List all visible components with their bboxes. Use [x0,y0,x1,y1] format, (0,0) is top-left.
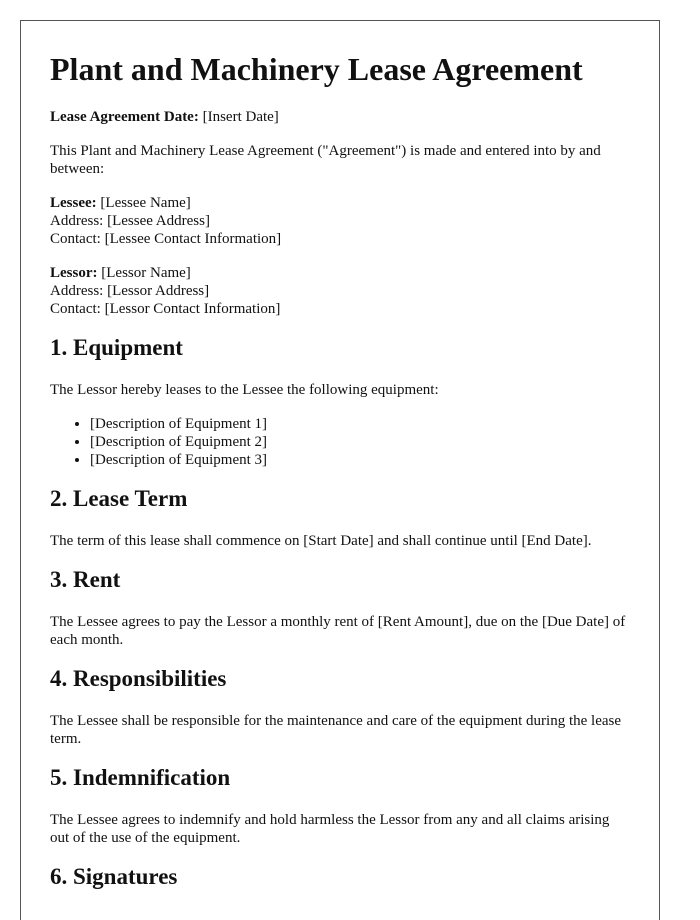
document-page [20,20,660,920]
responsibilities-text: The Lessee shall be responsible for the maintenance and care of the equipment during the lease term. [50,713,622,747]
lessee-name-line [50,194,630,212]
lessor-name: [Lessor Name] [97,265,191,281]
lessee-label: Lessee: [50,195,97,211]
list-item: • [Description of Equipment 1] [90,415,630,433]
document-title: Plant and Machinery Lease Agreement [50,51,583,87]
lessor-name-line [50,264,630,282]
rent-text: The Lessee agrees to pay the Lessor a monthly rent of [Rent Amount], due on the [Due Date] of each month. [50,614,626,648]
lease-term-text: The term of this lease shall commence on [Start Date] and shall continue until [End Date]. [50,533,592,549]
section-heading-rent: 3. Rent [50,567,121,592]
lessee-contact: Contact: [Lessee Contact Information] [50,231,282,247]
lessor-address: Address: [Lessor Address] [50,283,210,299]
lessor-contact: Contact: [Lessor Contact Information] [50,301,281,317]
section-heading-signatures: 6. Signatures [50,864,178,889]
equipment-list [50,415,630,469]
list-item: • [Description of Equipment 3] [90,451,630,469]
section-heading-equipment: 1. Equipment [50,335,183,360]
lessee-address: Address: [Lessee Address] [50,213,210,229]
intro-paragraph: This Plant and Machinery Lease Agreement ("Agreement") is made and entered into by and between: [50,143,601,177]
list-item: • [Description of Equipment 2] [90,433,630,451]
lessor-label: Lessor: [50,265,98,281]
agreement-date-label: Lease Agreement Date: [50,109,199,125]
equipment-text: The Lessor hereby leases to the Lessee the following equipment: [50,382,439,398]
section-heading-indemnification: 5. Indemnification [50,765,231,790]
lessee-name: [Lessee Name] [96,195,191,211]
lessor-block [50,264,630,318]
indemnification-text: The Lessee agrees to indemnify and hold harmless the Lessor from any and all claims arising out of the use of the equipment. [50,812,610,846]
lessee-block [50,194,630,248]
section-heading-responsibilities: 4. Responsibilities [50,666,227,691]
agreement-date-line [50,108,630,126]
section-heading-lease-term: 2. Lease Term [50,486,188,511]
agreement-date-value: [Insert Date] [198,109,279,125]
